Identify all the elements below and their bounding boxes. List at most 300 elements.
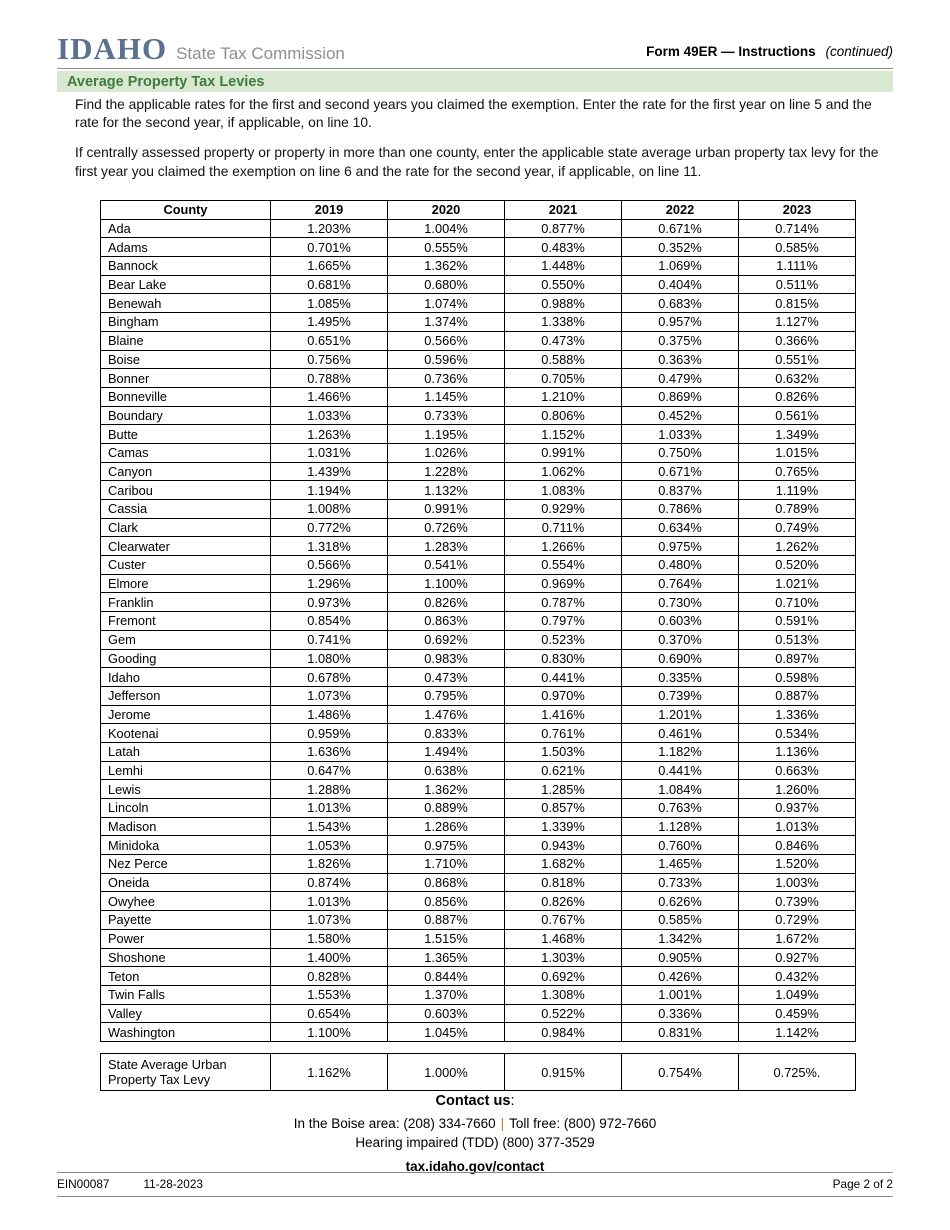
rate-cell: 1.203% xyxy=(271,219,388,238)
rate-cell: 1.303% xyxy=(505,948,622,967)
table-row xyxy=(101,668,856,687)
rate-cell: 0.733% xyxy=(388,406,505,425)
contact-heading-text: Contact us xyxy=(435,1093,511,1109)
rate-cell: 0.441% xyxy=(622,761,739,780)
county-cell: Minidoka xyxy=(101,836,271,855)
rate-cell: 1.494% xyxy=(388,742,505,761)
county-cell: Caribou xyxy=(101,481,271,500)
rate-cell: 0.432% xyxy=(739,967,856,986)
rate-cell: 0.818% xyxy=(505,873,622,892)
rate-cell: 0.663% xyxy=(739,761,856,780)
column-header: 2020 xyxy=(388,201,505,220)
rate-cell: 0.787% xyxy=(505,593,622,612)
rate-cell: 0.654% xyxy=(271,1004,388,1023)
contact-heading-colon: : xyxy=(510,1093,515,1109)
rate-cell: 0.991% xyxy=(505,443,622,462)
table-row xyxy=(101,425,856,444)
rate-cell: 1.370% xyxy=(388,985,505,1004)
rate-cell: 1.021% xyxy=(739,574,856,593)
rate-cell: 0.788% xyxy=(271,369,388,388)
county-cell: Teton xyxy=(101,967,271,986)
rate-cell: 1.286% xyxy=(388,817,505,836)
rate-cell: 1.145% xyxy=(388,387,505,406)
county-cell: Bannock xyxy=(101,257,271,276)
county-cell: Adams xyxy=(101,238,271,257)
page-header xyxy=(57,33,893,64)
county-cell: Clark xyxy=(101,518,271,537)
rate-cell: 0.837% xyxy=(622,481,739,500)
table-row xyxy=(101,518,856,537)
county-cell: Lincoln xyxy=(101,799,271,818)
table-row xyxy=(101,313,856,332)
rate-cell: 0.483% xyxy=(505,238,622,257)
logo-primary-text: IDAHO xyxy=(57,31,168,66)
county-cell: Boise xyxy=(101,350,271,369)
table-row xyxy=(101,556,856,575)
rate-cell: 1.665% xyxy=(271,257,388,276)
rate-cell: 1.069% xyxy=(622,257,739,276)
rate-cell: 1.210% xyxy=(505,387,622,406)
summary-rate-cell: 0.725%. xyxy=(739,1054,856,1091)
rate-cell: 0.632% xyxy=(739,369,856,388)
intro-paragraph-2: If centrally assessed property or property in more than one county, enter the applicable state average urban property tax levy for the first year you claimed the exemption on line 6 and the rate for the second year, if applicable, on line 11. xyxy=(75,145,879,179)
footer-ein: EIN00087 xyxy=(57,1177,110,1191)
rate-cell: 0.983% xyxy=(388,649,505,668)
rate-cell: 0.671% xyxy=(622,219,739,238)
idaho-tax-commission-logo xyxy=(57,33,345,64)
rate-cell: 0.714% xyxy=(739,219,856,238)
rate-cell: 0.887% xyxy=(739,686,856,705)
column-header: 2023 xyxy=(739,201,856,220)
rate-cell: 0.826% xyxy=(739,387,856,406)
form-title-continued: (continued) xyxy=(825,44,893,59)
contact-section xyxy=(0,1093,950,1174)
county-cell: Lewis xyxy=(101,780,271,799)
column-header: 2021 xyxy=(505,201,622,220)
rate-cell: 0.760% xyxy=(622,836,739,855)
county-cell: Latah xyxy=(101,742,271,761)
county-cell: Power xyxy=(101,929,271,948)
rate-cell: 0.634% xyxy=(622,518,739,537)
rate-cell: 0.603% xyxy=(388,1004,505,1023)
table-row xyxy=(101,257,856,276)
rate-cell: 1.001% xyxy=(622,985,739,1004)
rate-cell: 1.636% xyxy=(271,742,388,761)
rate-cell: 0.739% xyxy=(739,892,856,911)
rate-cell: 1.049% xyxy=(739,985,856,1004)
county-cell: Jerome xyxy=(101,705,271,724)
table-row xyxy=(101,331,856,350)
rate-cell: 0.366% xyxy=(739,331,856,350)
rate-cell: 0.541% xyxy=(388,556,505,575)
rate-cell: 0.591% xyxy=(739,612,856,631)
rate-cell: 1.318% xyxy=(271,537,388,556)
rate-cell: 1.466% xyxy=(271,387,388,406)
rate-cell: 1.182% xyxy=(622,742,739,761)
table-row xyxy=(101,724,856,743)
rate-cell: 1.194% xyxy=(271,481,388,500)
rate-cell: 0.638% xyxy=(388,761,505,780)
summary-label xyxy=(101,1054,271,1091)
rate-cell: 0.846% xyxy=(739,836,856,855)
contact-phone-line xyxy=(0,1116,950,1131)
state-average-table xyxy=(100,1053,856,1091)
rate-cell: 1.710% xyxy=(388,855,505,874)
rate-cell: 0.765% xyxy=(739,462,856,481)
rate-cell: 0.854% xyxy=(271,612,388,631)
table-row xyxy=(101,612,856,631)
rate-cell: 1.580% xyxy=(271,929,388,948)
rate-cell: 0.692% xyxy=(388,630,505,649)
rate-cell: 1.520% xyxy=(739,855,856,874)
summary-rate-cell: 0.915% xyxy=(505,1054,622,1091)
rate-cell: 0.473% xyxy=(505,331,622,350)
rate-cell: 0.626% xyxy=(622,892,739,911)
rate-cell: 0.520% xyxy=(739,556,856,575)
county-cell: Bingham xyxy=(101,313,271,332)
table-row xyxy=(101,369,856,388)
logo-secondary-text: State Tax Commission xyxy=(176,44,345,63)
summary-rate-cell: 1.000% xyxy=(388,1054,505,1091)
rate-cell: 0.404% xyxy=(622,275,739,294)
rate-cell: 1.062% xyxy=(505,462,622,481)
intro-paragraph-1: Find the applicable rates for the first and second years you claimed the exemption. Enter the rate for the first year on line 5 and the rate for the second year, if applicable, on line 10. xyxy=(75,97,872,131)
rate-cell: 0.874% xyxy=(271,873,388,892)
rate-cell: 1.448% xyxy=(505,257,622,276)
rate-cell: 0.789% xyxy=(739,500,856,519)
table-row xyxy=(101,500,856,519)
rate-cell: 1.468% xyxy=(505,929,622,948)
rate-cell: 1.362% xyxy=(388,257,505,276)
table-row xyxy=(101,948,856,967)
table-row xyxy=(101,275,856,294)
column-header: County xyxy=(101,201,271,220)
intro-text xyxy=(75,96,893,193)
rate-cell: 0.856% xyxy=(388,892,505,911)
table-row xyxy=(101,761,856,780)
rate-cell: 0.991% xyxy=(388,500,505,519)
table-row xyxy=(101,836,856,855)
rate-cell: 0.826% xyxy=(388,593,505,612)
table-row xyxy=(101,537,856,556)
contact-heading xyxy=(0,1093,950,1109)
rate-cell: 0.767% xyxy=(505,911,622,930)
rate-cell: 0.459% xyxy=(739,1004,856,1023)
rate-cell: 0.797% xyxy=(505,612,622,631)
rate-cell: 0.869% xyxy=(622,387,739,406)
rate-cell: 1.033% xyxy=(622,425,739,444)
rate-cell: 0.690% xyxy=(622,649,739,668)
rate-cell: 0.844% xyxy=(388,967,505,986)
contact-tdd-line: Hearing impaired (TDD) (800) 377-3529 xyxy=(355,1135,595,1150)
county-cell: Custer xyxy=(101,556,271,575)
rate-cell: 0.726% xyxy=(388,518,505,537)
rate-cell: 0.868% xyxy=(388,873,505,892)
rate-cell: 0.678% xyxy=(271,668,388,687)
rate-cell: 1.026% xyxy=(388,443,505,462)
table-row xyxy=(101,985,856,1004)
rate-cell: 1.136% xyxy=(739,742,856,761)
rate-cell: 1.004% xyxy=(388,219,505,238)
rate-cell: 1.339% xyxy=(505,817,622,836)
page-footer xyxy=(57,1177,893,1191)
rate-cell: 0.534% xyxy=(739,724,856,743)
table-row xyxy=(101,350,856,369)
rate-cell: 0.603% xyxy=(622,612,739,631)
rate-cell: 1.338% xyxy=(505,313,622,332)
table-row xyxy=(101,686,856,705)
rate-cell: 0.877% xyxy=(505,219,622,238)
county-cell: Twin Falls xyxy=(101,985,271,1004)
rate-cell: 0.473% xyxy=(388,668,505,687)
rate-cell: 0.370% xyxy=(622,630,739,649)
rate-cell: 0.763% xyxy=(622,799,739,818)
rate-cell: 0.826% xyxy=(505,892,622,911)
county-cell: Gooding xyxy=(101,649,271,668)
rate-cell: 1.263% xyxy=(271,425,388,444)
county-cell: Oneida xyxy=(101,873,271,892)
rate-cell: 1.416% xyxy=(505,705,622,724)
rate-cell: 1.486% xyxy=(271,705,388,724)
rate-cell: 0.335% xyxy=(622,668,739,687)
rate-cell: 0.554% xyxy=(505,556,622,575)
table-row xyxy=(101,294,856,313)
contact-tollfree-phone: Toll free: (800) 972-7660 xyxy=(509,1116,657,1131)
rate-cell: 1.015% xyxy=(739,443,856,462)
rate-cell: 0.943% xyxy=(505,836,622,855)
rate-cell: 0.988% xyxy=(505,294,622,313)
form-title-block xyxy=(646,44,893,64)
rate-cell: 1.296% xyxy=(271,574,388,593)
rate-cell: 1.013% xyxy=(739,817,856,836)
rate-cell: 0.621% xyxy=(505,761,622,780)
rate-cell: 0.710% xyxy=(739,593,856,612)
rate-cell: 0.897% xyxy=(739,649,856,668)
rate-cell: 1.228% xyxy=(388,462,505,481)
rate-cell: 0.566% xyxy=(388,331,505,350)
rate-cell: 1.342% xyxy=(622,929,739,948)
rate-cell: 0.750% xyxy=(622,443,739,462)
table-row xyxy=(101,443,856,462)
county-cell: Ada xyxy=(101,219,271,238)
rate-cell: 1.283% xyxy=(388,537,505,556)
rate-cell: 1.336% xyxy=(739,705,856,724)
table-header-row xyxy=(101,201,856,220)
rate-cell: 0.730% xyxy=(622,593,739,612)
rate-cell: 0.551% xyxy=(739,350,856,369)
rate-cell: 0.889% xyxy=(388,799,505,818)
table-row xyxy=(101,817,856,836)
rate-cell: 1.672% xyxy=(739,929,856,948)
rate-cell: 0.973% xyxy=(271,593,388,612)
rate-cell: 1.003% xyxy=(739,873,856,892)
rate-cell: 0.857% xyxy=(505,799,622,818)
rate-cell: 0.739% xyxy=(622,686,739,705)
rate-cell: 0.555% xyxy=(388,238,505,257)
rate-cell: 0.736% xyxy=(388,369,505,388)
rate-cell: 0.761% xyxy=(505,724,622,743)
rate-cell: 0.671% xyxy=(622,462,739,481)
county-cell: Bonner xyxy=(101,369,271,388)
footer-date: 11-28-2023 xyxy=(143,1177,203,1191)
rate-cell: 0.585% xyxy=(739,238,856,257)
rate-cell: 1.084% xyxy=(622,780,739,799)
rate-cell: 0.927% xyxy=(739,948,856,967)
county-cell: Owyhee xyxy=(101,892,271,911)
summary-rate-cell: 0.754% xyxy=(622,1054,739,1091)
rate-cell: 1.543% xyxy=(271,817,388,836)
rate-cell: 0.764% xyxy=(622,574,739,593)
rate-cell: 0.683% xyxy=(622,294,739,313)
footer-divider-top xyxy=(57,1172,893,1173)
rate-cell: 1.128% xyxy=(622,817,739,836)
table-row xyxy=(101,1023,856,1042)
rate-cell: 1.365% xyxy=(388,948,505,967)
rate-cell: 1.476% xyxy=(388,705,505,724)
rate-cell: 1.495% xyxy=(271,313,388,332)
rate-cell: 1.127% xyxy=(739,313,856,332)
table-row xyxy=(101,649,856,668)
rate-cell: 0.786% xyxy=(622,500,739,519)
rate-cell: 0.756% xyxy=(271,350,388,369)
rate-cell: 1.100% xyxy=(388,574,505,593)
rate-cell: 1.308% xyxy=(505,985,622,1004)
rate-cell: 0.692% xyxy=(505,967,622,986)
rate-cell: 0.887% xyxy=(388,911,505,930)
rate-cell: 1.374% xyxy=(388,313,505,332)
county-cell: Franklin xyxy=(101,593,271,612)
rate-cell: 0.729% xyxy=(739,911,856,930)
rate-cell: 1.553% xyxy=(271,985,388,1004)
rate-cell: 0.969% xyxy=(505,574,622,593)
table-row xyxy=(101,406,856,425)
summary-label-line2: Property Tax Levy xyxy=(108,1072,211,1087)
rate-cell: 1.074% xyxy=(388,294,505,313)
rate-cell: 0.479% xyxy=(622,369,739,388)
contact-url-link[interactable]: tax.idaho.gov/contact xyxy=(405,1159,545,1174)
rate-cell: 0.831% xyxy=(622,1023,739,1042)
rate-cell: 0.701% xyxy=(271,238,388,257)
rate-cell: 1.400% xyxy=(271,948,388,967)
county-cell: Kootenai xyxy=(101,724,271,743)
rate-cell: 0.905% xyxy=(622,948,739,967)
rate-cell: 0.711% xyxy=(505,518,622,537)
rate-cell: 1.073% xyxy=(271,686,388,705)
county-cell: Bonneville xyxy=(101,387,271,406)
county-cell: Bear Lake xyxy=(101,275,271,294)
rate-cell: 0.975% xyxy=(388,836,505,855)
rate-cell: 0.741% xyxy=(271,630,388,649)
rate-cell: 0.426% xyxy=(622,967,739,986)
rate-cell: 0.651% xyxy=(271,331,388,350)
section-title: Average Property Tax Levies xyxy=(67,73,265,90)
rate-cell: 1.132% xyxy=(388,481,505,500)
section-banner xyxy=(57,71,893,92)
county-cell: Madison xyxy=(101,817,271,836)
rate-cell: 1.362% xyxy=(388,780,505,799)
rate-cell: 0.815% xyxy=(739,294,856,313)
footer-left-group xyxy=(57,1177,203,1191)
contact-boise-phone: In the Boise area: (208) 334-7660 xyxy=(293,1116,496,1131)
rate-cell: 0.647% xyxy=(271,761,388,780)
county-cell: Shoshone xyxy=(101,948,271,967)
table-row xyxy=(101,892,856,911)
rate-cell: 0.523% xyxy=(505,630,622,649)
rate-cell: 1.266% xyxy=(505,537,622,556)
summary-rate-cell: 1.162% xyxy=(271,1054,388,1091)
county-cell: Washington xyxy=(101,1023,271,1042)
table-row xyxy=(101,705,856,724)
state-average-table-wrap xyxy=(100,1053,856,1091)
rate-cell: 1.119% xyxy=(739,481,856,500)
county-cell: Nez Perce xyxy=(101,855,271,874)
rate-cell: 0.828% xyxy=(271,967,388,986)
rate-cell: 0.749% xyxy=(739,518,856,537)
rate-cell: 1.515% xyxy=(388,929,505,948)
rate-cell: 0.598% xyxy=(739,668,856,687)
rate-cell: 1.053% xyxy=(271,836,388,855)
footer-divider-bottom xyxy=(57,1196,893,1197)
rate-cell: 1.262% xyxy=(739,537,856,556)
rate-cell: 0.975% xyxy=(622,537,739,556)
county-levy-table-wrap xyxy=(100,200,856,1042)
rate-cell: 1.201% xyxy=(622,705,739,724)
rate-cell: 0.375% xyxy=(622,331,739,350)
rate-cell: 0.830% xyxy=(505,649,622,668)
table-row xyxy=(101,799,856,818)
rate-cell: 0.970% xyxy=(505,686,622,705)
county-cell: Fremont xyxy=(101,612,271,631)
rate-cell: 1.073% xyxy=(271,911,388,930)
rate-cell: 0.984% xyxy=(505,1023,622,1042)
rate-cell: 1.682% xyxy=(505,855,622,874)
rate-cell: 1.195% xyxy=(388,425,505,444)
rate-cell: 0.352% xyxy=(622,238,739,257)
rate-cell: 0.336% xyxy=(622,1004,739,1023)
county-cell: Lemhi xyxy=(101,761,271,780)
county-cell: Valley xyxy=(101,1004,271,1023)
rate-cell: 0.363% xyxy=(622,350,739,369)
table-row xyxy=(101,630,856,649)
rate-cell: 0.959% xyxy=(271,724,388,743)
rate-cell: 1.085% xyxy=(271,294,388,313)
rate-cell: 0.461% xyxy=(622,724,739,743)
county-cell: Camas xyxy=(101,443,271,462)
table-row xyxy=(101,873,856,892)
rate-cell: 1.465% xyxy=(622,855,739,874)
rate-cell: 1.080% xyxy=(271,649,388,668)
county-cell: Jefferson xyxy=(101,686,271,705)
rate-cell: 0.585% xyxy=(622,911,739,930)
rate-cell: 1.033% xyxy=(271,406,388,425)
rate-cell: 1.260% xyxy=(739,780,856,799)
county-cell: Payette xyxy=(101,911,271,930)
rate-cell: 1.439% xyxy=(271,462,388,481)
rate-cell: 1.152% xyxy=(505,425,622,444)
rate-cell: 1.349% xyxy=(739,425,856,444)
footer-page-number: Page 2 of 2 xyxy=(832,1177,893,1191)
rate-cell: 0.511% xyxy=(739,275,856,294)
rate-cell: 1.083% xyxy=(505,481,622,500)
table-row xyxy=(101,929,856,948)
county-cell: Canyon xyxy=(101,462,271,481)
county-cell: Clearwater xyxy=(101,537,271,556)
column-header: 2019 xyxy=(271,201,388,220)
table-row xyxy=(101,462,856,481)
rate-cell: 0.705% xyxy=(505,369,622,388)
rate-cell: 0.480% xyxy=(622,556,739,575)
table-row xyxy=(101,238,856,257)
